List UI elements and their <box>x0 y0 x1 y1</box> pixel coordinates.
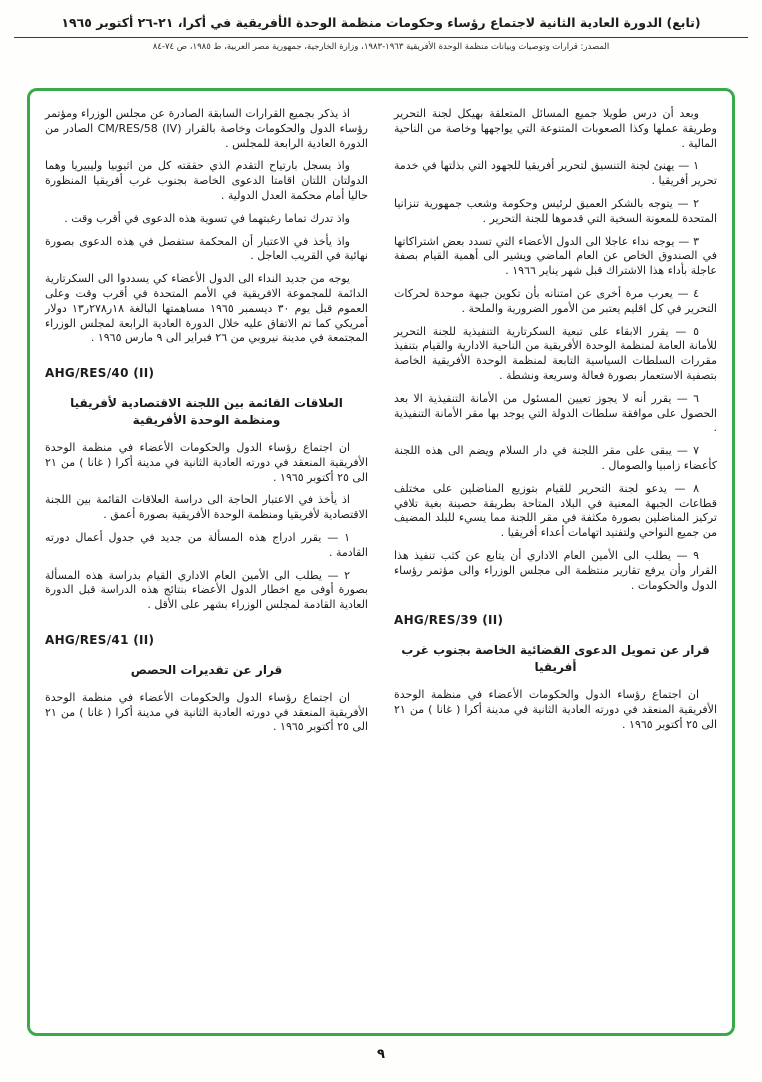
paragraph: ٦ — يقرر أنه لا يجوز تعيين المسئول من الأمانة التنفيذية الا بعد الحصول على موافقة سلطات الدولة التي يوجد بها مقر الأمانة التنفيذية . <box>394 391 717 435</box>
column-left <box>45 107 368 1017</box>
resolution-code: AHG/RES/41 (II) <box>45 632 155 647</box>
paragraph: واذ يسجل بارتياح التقدم الذي حققته كل من اثيوبيا وليبيريا وهما الدولتان اللتان اقامتا الدعوى الخاصة بجنوب غرب أفريقيا المنظورة حاليا أمام محكمة العدل الدولية . <box>45 159 368 202</box>
source-citation: المصدر: قرارات وتوصيات وبيانات منظمة الوحدة الأفريقية ١٩٦٣-١٩٨٣، وزارة الخارجية، جمهورية مصر العربية، ط ١٩٨٥، ص ٧٤-٨٤ <box>152 42 610 52</box>
paragraph: ان اجتماع رؤساء الدول والحكومات الأعضاء في منظمة الوحدة الأفريقية المنعقد في دورته العادية الثانية في مدينة أكرا ( غانا ) من ٢١ الى ٢٥ أكتوبر ١٩٦٥ . <box>394 688 717 731</box>
paragraph: ٢ — يتوجه بالشكر العميق لرئيس وحكومة وشعب جمهورية تنزانيا المتحدة للمعونة السخية التي قدموها للجنة التحرير . <box>394 196 717 225</box>
paragraph: ٤ — يعرب مرة أخرى عن امتنانه بأن تكوين جبهة موحدة لحركات التحرير في كل اقليم يعتبر من الأمور الضرورية والملحة . <box>394 286 717 315</box>
document-title: (تابع) الدورة العادية الثانية لاجتماع رؤساء وحكومات منظمة الوحدة الأفريقية في أكرا، ٢١-٢٦ أكتوبر ١٩٦٥ <box>61 15 701 30</box>
paragraph: يوجه من جديد النداء الى الدول الأعضاء كي يسددوا الى السكرتارية الدائمة للمجموعة الافريقية في الأمم المتحدة في أقرب وقت وعلى العموم قبل يوم ٣٠ ديسمبر ١٩٦٥ مساهمتها البالغة ١٨ر٢٧٨ر١٣ دولار أمريكي كما تم الاتفاق عليه خلال الدورة العادية الرابعة لمجلس الوزراء المجتمعة في مدينة نيروبي من ٢٦ فبراير الى ٩ مارس ١٩٦٥ . <box>45 272 368 345</box>
document-frame <box>27 88 735 1036</box>
page-header <box>0 0 762 52</box>
column-right <box>394 107 717 1017</box>
paragraph: ٧ — يبقى على مقر اللجنة في دار السلام ويضم الى هذه اللجنة كأعضاء زامبيا والصومال . <box>394 444 717 472</box>
paragraph: اذ يأخذ في الاعتبار الحاجة الى دراسة العلاقات القائمة بين اللجنة الاقتصادية لأفريقيا ومنظمة الوحدة الأفريقية بصورة أعمق . <box>45 493 368 522</box>
paragraph: واذ تدرك تماما رغبتهما في تسوية هذه الدعوى في أقرب وقت . <box>64 211 350 225</box>
resolution-code: AHG/RES/40 (II) <box>45 366 155 381</box>
paragraph: وبعد أن درس طويلا جميع المسائل المتعلقة بهيكل لجنة التحرير وطريقة عملها وكذا الصعوبات المتنوعة التي يواجهها وخاصة من الناحية المالية . <box>394 107 717 150</box>
paragraph: ٢ — يطلب الى الأمين العام الاداري القيام بدراسة هذه المسألة بصورة أوفى مع اخطار الدول الأعضاء بنتائج هذه الدراسة قبل الدورة العادية القادمة لمجلس الوزراء بشهر على الأقل . <box>45 568 368 612</box>
header-divider <box>14 37 748 38</box>
resolution-heading: قرار عن تقديرات الحصص <box>130 662 283 677</box>
paragraph: ان اجتماع رؤساء الدول والحكومات الأعضاء في منظمة الوحدة الأفريقية المنعقد في دورته العادية الثانية في مدينة أكرا ( غانا ) من ٢١ الى ٢٥ أكتوبر ١٩٦٥ . <box>45 440 368 484</box>
resolution-code: AHG/RES/39 (II) <box>394 613 504 628</box>
paragraph: ٣ — يوجه نداء عاجلا الى الدول الأعضاء التي تسدد بعض اشتراكاتها في الصندوق الخاص عن العام الماضي ويشير الى أهمية القيام بصفة عاجلة بأداء هذا الاشتراك قبل شهر يناير ١٩٦٦ . <box>394 234 717 278</box>
paragraph: واذ يأخذ في الاعتبار أن المحكمة ستفصل في هذه الدعوى بصورة نهائية في القريب العاجل . <box>45 234 368 263</box>
paragraph: ان اجتماع رؤساء الدول والحكومات الأعضاء في منظمة الوحدة الأفريقية المنعقد في دورته العادية الثانية في مدينة أكرا ( غانا ) من ٢١ الى ٢٥ أكتوبر ١٩٦٥ . <box>45 690 368 734</box>
paragraph: ١ — يهنئ لجنة التنسيق لتحرير أفريقيا للجهود التي بذلتها في خدمة تحرير أفريقيا . <box>394 159 717 188</box>
resolution-heading: قرار عن تمويل الدعوى القضائية الخاصة بجنوب غرب أفريقيا <box>401 643 710 675</box>
resolution-heading: العلاقات القائمة بين اللجنة الاقتصادية لأفريقيا ومنظمة الوحدة الأفريقية <box>70 395 343 427</box>
paragraph: ١ — يقرر ادراج هذه المسألة من جديد في جدول أعمال دورته القادمة . <box>45 530 368 559</box>
paragraph: ٨ — يدعو لجنة التحرير للقيام بتوزيع المناضلين على مختلف قطاعات الجبهة المعنية في البلاد المتاحة بطريقة حصينة بغية تلافي تركيز المناضلين بصورة مكثفة في مقر اللجنة مما يسيء للبلد المضيف من جميع النواحي ولتفنيد اتهامات أعداء أفريقيا . <box>394 481 717 540</box>
paragraph: اذ يذكر بجميع القرارات السابقة الصادرة عن مجلس الوزراء ومؤتمر رؤساء الدول والحكومات وخاصة بالقرار CM/RES/58 (IV) الصادر من الدورة العادية الرابعة للمجلس . <box>45 107 368 150</box>
paragraph: ٥ — يقرر الابقاء على تبعية السكرتارية التنفيذية للجنة التحرير للأمانة العامة لمنظمة الوحدة الأفريقية من الناحية الادارية والقيام بتنفيذ مقررات السلطات السياسية التابعة لمنظمة الوحدة الأفريقية الخاصة بتصفية الاستعمار بصورة فعالة وسريعة ونشطة . <box>394 324 717 382</box>
two-column-layout <box>45 107 717 1017</box>
page-number: ٩ <box>377 1047 385 1062</box>
paragraph: ٩ — يطلب الى الأمين العام الاداري أن يتابع عن كثب تنفيذ هذا القرار وأن يرفع تقارير منتظمة الى مجلس الوزراء والى مؤتمر رؤساء الدول والحكومات . <box>394 548 717 592</box>
